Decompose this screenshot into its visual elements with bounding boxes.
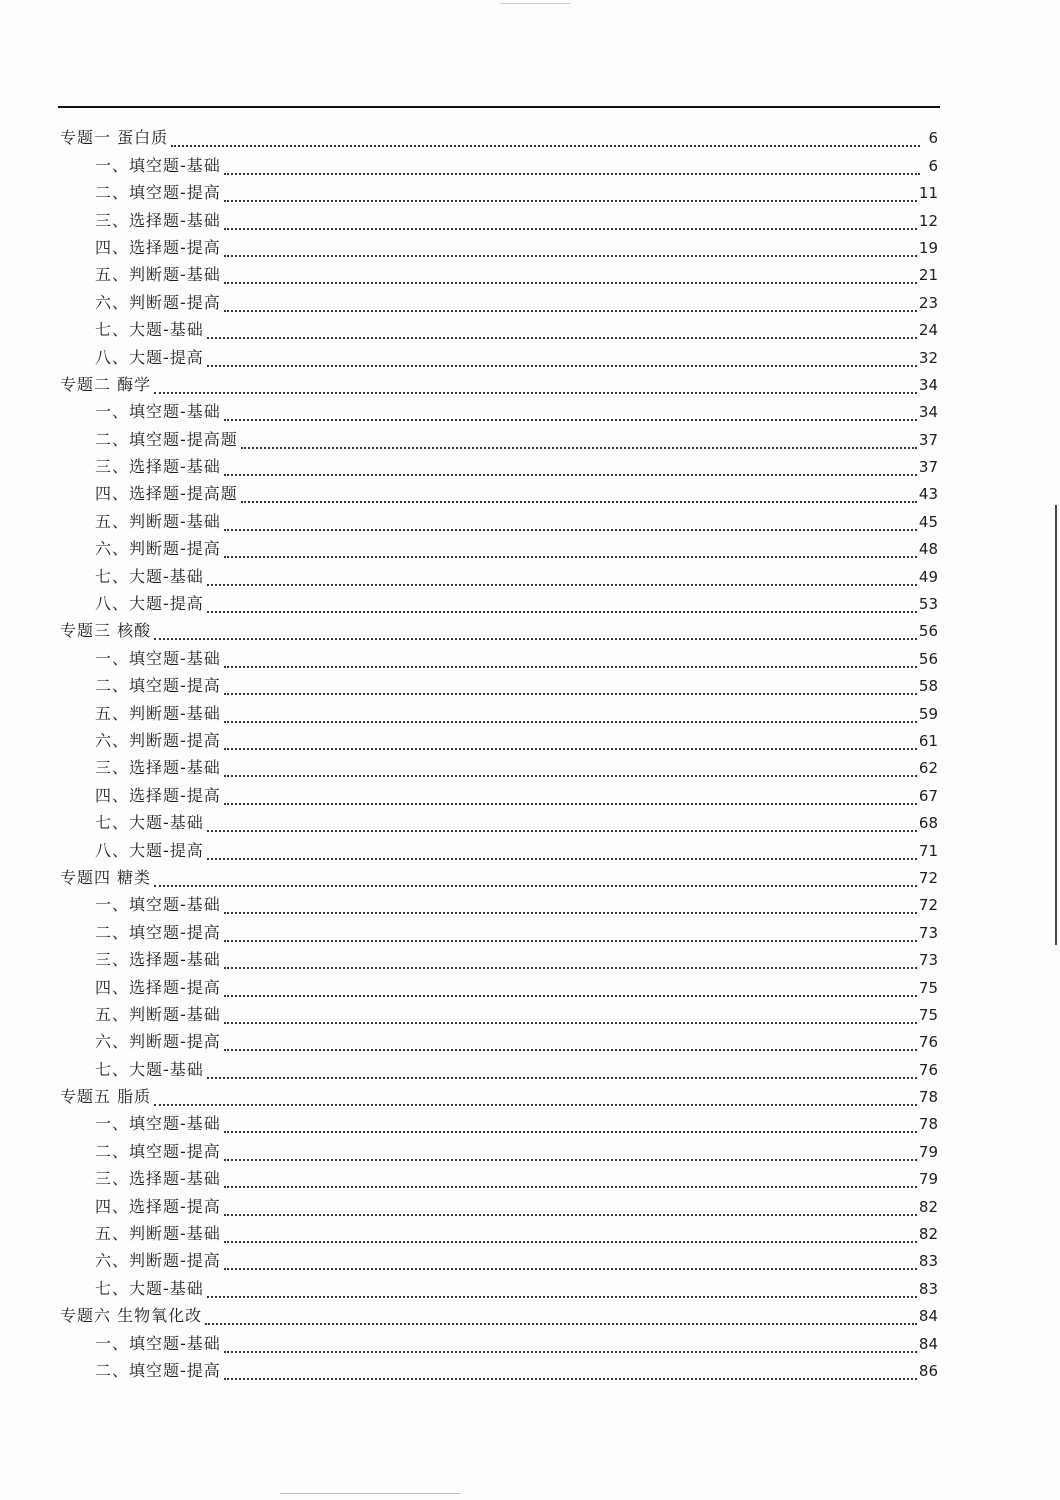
toc-section-entry[interactable] xyxy=(0,943,1060,970)
dot-leader xyxy=(224,1364,917,1380)
toc-entry-title: 专题二 酶学 xyxy=(60,374,152,394)
toc-page-number: 11 xyxy=(918,184,938,203)
dot-leader xyxy=(224,1172,917,1188)
dot-leader xyxy=(224,515,917,531)
header-rule xyxy=(58,106,940,108)
toc-section-entry[interactable] xyxy=(0,231,1060,258)
dot-leader xyxy=(224,186,917,202)
toc-page-number: 86 xyxy=(918,1361,938,1380)
toc-entry-title: 二、填空题-提高 xyxy=(95,183,221,203)
toc-section-entry[interactable] xyxy=(0,669,1060,696)
toc-entry-title: 五、判断题-基础 xyxy=(95,511,221,531)
toc-section-entry[interactable] xyxy=(0,970,1060,997)
toc-section-entry[interactable] xyxy=(0,395,1060,422)
dot-leader xyxy=(224,1200,917,1216)
toc-entry-title: 七、大题-基础 xyxy=(95,566,204,586)
toc-page-number: 75 xyxy=(918,978,938,997)
dot-leader xyxy=(224,542,917,558)
toc-entry-title: 专题六 生物氧化改 xyxy=(60,1306,203,1326)
dot-leader xyxy=(207,597,917,613)
dot-leader xyxy=(224,296,917,312)
dot-leader xyxy=(224,214,917,230)
toc-entry-title: 三、选择题-基础 xyxy=(95,950,221,970)
toc-section-entry[interactable] xyxy=(0,477,1060,504)
dot-leader xyxy=(224,268,917,284)
dot-leader xyxy=(207,1282,917,1298)
toc-section-entry[interactable] xyxy=(0,751,1060,778)
toc-section-entry[interactable] xyxy=(0,532,1060,559)
toc-entry-title: 二、填空题-提高题 xyxy=(95,429,238,449)
toc-page-number: 83 xyxy=(918,1279,938,1298)
toc-entry-title: 二、填空题-提高 xyxy=(95,676,221,696)
toc-section-entry[interactable] xyxy=(0,915,1060,942)
toc-page-number: 82 xyxy=(918,1197,938,1216)
toc-section-entry[interactable] xyxy=(0,285,1060,312)
dot-leader xyxy=(224,953,917,969)
toc-section-entry[interactable] xyxy=(0,559,1060,586)
toc-page-number: 76 xyxy=(918,1033,938,1052)
toc-entry-title: 二、填空题-提高 xyxy=(95,922,221,942)
toc-entry-title: 一、填空题-基础 xyxy=(95,648,221,668)
dot-leader xyxy=(224,789,917,805)
toc-entry-title: 一、填空题-基础 xyxy=(95,1114,221,1134)
toc-page-number: 75 xyxy=(918,1005,938,1024)
toc-entry-title: 五、判断题-基础 xyxy=(95,265,221,285)
dot-leader xyxy=(224,1035,917,1051)
toc-entry-title: 四、选择题-提高题 xyxy=(95,484,238,504)
toc-entry-title: 三、选择题-基础 xyxy=(95,457,221,477)
toc-page-number: 19 xyxy=(918,238,938,257)
toc-entry-title: 三、选择题-基础 xyxy=(95,210,221,230)
toc-entry-title: 三、选择题-基础 xyxy=(95,758,221,778)
toc-entry-title: 四、选择题-提高 xyxy=(95,785,221,805)
toc-page-number: 84 xyxy=(918,1334,938,1353)
toc-chapter-entry[interactable] xyxy=(0,1080,1060,1107)
toc-page-number: 34 xyxy=(918,403,938,422)
toc-chapter-entry[interactable] xyxy=(0,121,1060,148)
dot-leader xyxy=(207,323,917,339)
dot-leader xyxy=(207,816,917,832)
toc-section-entry[interactable] xyxy=(0,724,1060,751)
toc-page-number: 62 xyxy=(918,759,938,778)
toc-entry-title: 专题四 糖类 xyxy=(60,867,152,887)
dot-leader xyxy=(224,405,917,421)
toc-page-number: 43 xyxy=(918,485,938,504)
toc-entry-title: 七、大题-基础 xyxy=(95,320,204,340)
dot-leader xyxy=(224,707,917,723)
toc-section-entry[interactable] xyxy=(0,258,1060,285)
dot-leader xyxy=(224,460,917,476)
toc-page-number: 78 xyxy=(918,1115,938,1134)
toc-entry-title: 六、判断题-提高 xyxy=(95,292,221,312)
toc-page-number: 6 xyxy=(928,129,938,148)
dot-leader xyxy=(224,1008,917,1024)
dot-leader xyxy=(171,131,920,147)
dot-leader xyxy=(207,844,917,860)
toc-page-number: 32 xyxy=(918,348,938,367)
toc-section-entry[interactable] xyxy=(0,888,1060,915)
toc-entry-title: 二、填空题-提高 xyxy=(95,1360,221,1380)
dot-leader xyxy=(224,241,917,257)
toc-page-number: 68 xyxy=(918,814,938,833)
dot-leader xyxy=(154,1090,917,1106)
toc-page-number: 56 xyxy=(918,622,938,641)
toc-page-number: 76 xyxy=(918,1060,938,1079)
dot-leader xyxy=(224,898,917,914)
toc-section-entry[interactable] xyxy=(0,1271,1060,1298)
toc-page-number: 12 xyxy=(918,211,938,230)
toc-section-entry[interactable] xyxy=(0,1217,1060,1244)
dot-leader xyxy=(207,351,917,367)
toc-page-number: 49 xyxy=(918,567,938,586)
toc-page-number: 72 xyxy=(918,896,938,915)
toc-page-number: 53 xyxy=(918,595,938,614)
toc-section-entry[interactable] xyxy=(0,1354,1060,1381)
dot-leader xyxy=(224,761,917,777)
toc-entry-title: 四、选择题-提高 xyxy=(95,237,221,257)
toc-page-number: 67 xyxy=(918,786,938,805)
dot-leader xyxy=(154,624,917,640)
toc-page-number: 37 xyxy=(918,458,938,477)
toc-entry-title: 一、填空题-基础 xyxy=(95,402,221,422)
dot-leader xyxy=(224,1145,917,1161)
toc-entry-title: 七、大题-基础 xyxy=(95,1278,204,1298)
toc-page-number: 78 xyxy=(918,1088,938,1107)
dot-leader xyxy=(224,1337,917,1353)
toc-section-entry[interactable] xyxy=(0,1107,1060,1134)
dot-leader xyxy=(224,981,917,997)
toc-entry-title: 六、判断题-提高 xyxy=(95,1032,221,1052)
toc-page-number: 79 xyxy=(918,1170,938,1189)
toc-section-entry[interactable] xyxy=(0,422,1060,449)
toc-section-entry[interactable] xyxy=(0,696,1060,723)
toc-page-number: 79 xyxy=(918,1142,938,1161)
toc-section-entry[interactable] xyxy=(0,1134,1060,1161)
toc-chapter-entry[interactable] xyxy=(0,614,1060,641)
toc-page-number: 56 xyxy=(918,649,938,668)
toc-entry-title: 一、填空题-基础 xyxy=(95,1333,221,1353)
toc-section-entry[interactable] xyxy=(0,1162,1060,1189)
toc-entry-title: 七、大题-基础 xyxy=(95,1059,204,1079)
toc-section-entry[interactable] xyxy=(0,148,1060,175)
toc-section-entry[interactable] xyxy=(0,1244,1060,1271)
toc-page-number: 34 xyxy=(918,375,938,394)
toc-chapter-entry[interactable] xyxy=(0,861,1060,888)
toc-section-entry[interactable] xyxy=(0,504,1060,531)
dot-leader xyxy=(224,734,917,750)
toc-section-entry[interactable] xyxy=(0,778,1060,805)
toc-page-number: 61 xyxy=(918,731,938,750)
dot-leader xyxy=(224,926,917,942)
toc-chapter-entry[interactable] xyxy=(0,1299,1060,1326)
dot-leader xyxy=(224,1117,917,1133)
dot-leader xyxy=(224,652,917,668)
toc-section-entry[interactable] xyxy=(0,450,1060,477)
toc-page-number: 59 xyxy=(918,704,938,723)
toc-section-entry[interactable] xyxy=(0,641,1060,668)
scan-mark-bottom xyxy=(280,1493,460,1494)
toc-entry-title: 八、大题-提高 xyxy=(95,840,204,860)
toc-page-number: 73 xyxy=(918,951,938,970)
toc-page-number: 21 xyxy=(918,266,938,285)
toc-page-number: 24 xyxy=(918,321,938,340)
toc-section-entry[interactable] xyxy=(0,833,1060,860)
toc-page-number: 23 xyxy=(918,293,938,312)
toc-entry-title: 八、大题-提高 xyxy=(95,594,204,614)
dot-leader xyxy=(154,871,917,887)
dot-leader xyxy=(224,1254,917,1270)
toc-entry-title: 六、判断题-提高 xyxy=(95,730,221,750)
toc-page-number: 72 xyxy=(918,868,938,887)
dot-leader xyxy=(241,487,917,503)
dot-leader xyxy=(207,570,917,586)
toc-entry-title: 四、选择题-提高 xyxy=(95,977,221,997)
toc-page-number: 83 xyxy=(918,1252,938,1271)
toc-entry-title: 专题一 蛋白质 xyxy=(60,128,169,148)
toc-page-number: 37 xyxy=(918,430,938,449)
dot-leader xyxy=(154,378,917,394)
dot-leader xyxy=(241,433,917,449)
dot-leader xyxy=(205,1309,917,1325)
scan-mark-top xyxy=(500,3,570,4)
toc-entry-title: 专题三 核酸 xyxy=(60,621,152,641)
dot-leader xyxy=(224,679,917,695)
toc-chapter-entry[interactable] xyxy=(0,368,1060,395)
toc-entry-title: 四、选择题-提高 xyxy=(95,1196,221,1216)
toc-section-entry[interactable] xyxy=(0,313,1060,340)
toc-entry-title: 专题五 脂质 xyxy=(60,1087,152,1107)
toc-page-number: 82 xyxy=(918,1225,938,1244)
toc-page-number: 48 xyxy=(918,540,938,559)
toc-page-number: 84 xyxy=(918,1307,938,1326)
toc-page-number: 71 xyxy=(918,841,938,860)
toc-section-entry[interactable] xyxy=(0,203,1060,230)
toc-section-entry[interactable] xyxy=(0,1025,1060,1052)
toc-page-number: 45 xyxy=(918,512,938,531)
dot-leader xyxy=(207,1063,917,1079)
toc-entry-title: 一、填空题-基础 xyxy=(95,155,221,175)
table-of-contents xyxy=(0,121,1060,1381)
toc-page-number: 58 xyxy=(918,677,938,696)
toc-section-entry[interactable] xyxy=(0,806,1060,833)
toc-section-entry[interactable] xyxy=(0,1189,1060,1216)
toc-section-entry[interactable] xyxy=(0,340,1060,367)
toc-section-entry[interactable] xyxy=(0,176,1060,203)
toc-entry-title: 六、判断题-提高 xyxy=(95,1251,221,1271)
toc-section-entry[interactable] xyxy=(0,587,1060,614)
toc-entry-title: 五、判断题-基础 xyxy=(95,1224,221,1244)
dot-leader xyxy=(224,1227,917,1243)
toc-entry-title: 二、填空题-提高 xyxy=(95,1141,221,1161)
toc-entry-title: 六、判断题-提高 xyxy=(95,539,221,559)
toc-page-number: 73 xyxy=(918,923,938,942)
toc-section-entry[interactable] xyxy=(0,1326,1060,1353)
toc-entry-title: 八、大题-提高 xyxy=(95,347,204,367)
toc-entry-title: 七、大题-基础 xyxy=(95,813,204,833)
toc-entry-title: 五、判断题-基础 xyxy=(95,1004,221,1024)
dot-leader xyxy=(224,159,920,175)
toc-page-number: 6 xyxy=(928,156,938,175)
toc-entry-title: 一、填空题-基础 xyxy=(95,895,221,915)
toc-entry-title: 五、判断题-基础 xyxy=(95,703,221,723)
toc-section-entry[interactable] xyxy=(0,998,1060,1025)
toc-section-entry[interactable] xyxy=(0,1052,1060,1079)
toc-entry-title: 三、选择题-基础 xyxy=(95,1169,221,1189)
